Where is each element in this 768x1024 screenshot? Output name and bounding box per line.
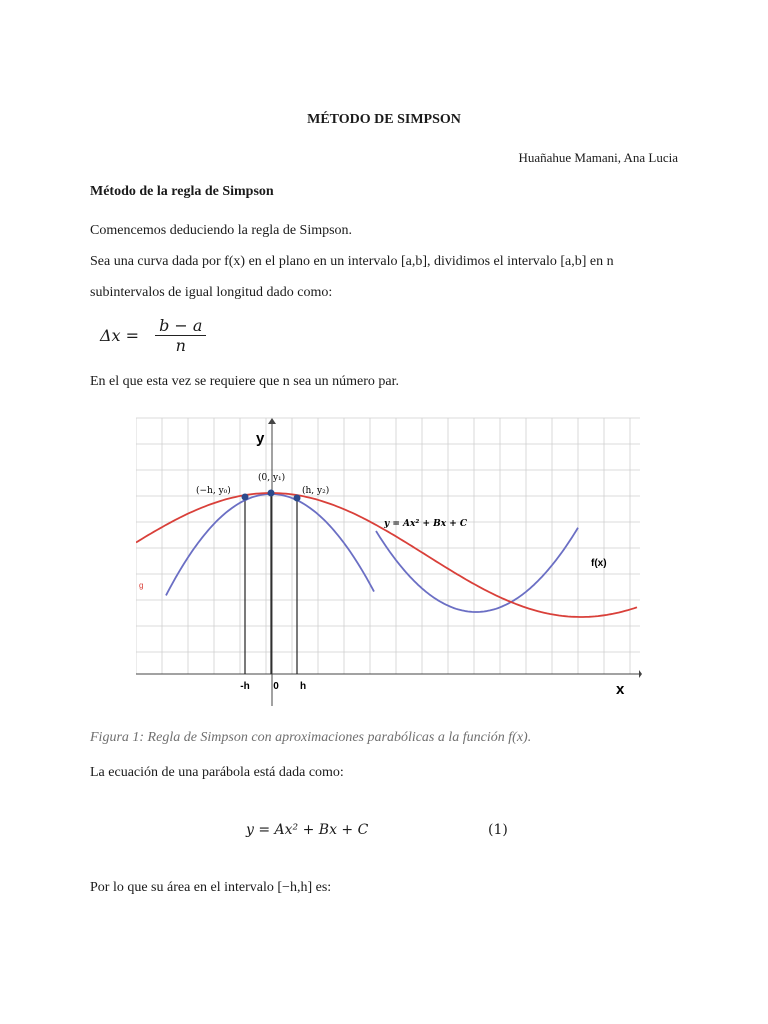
point-right-label: (h, y₂): [302, 486, 330, 496]
x-axis-arrow: [639, 670, 642, 678]
y-axis-arrow: [268, 418, 276, 424]
point-left: [242, 494, 249, 501]
paragraph-intro: Comencemos deduciendo la regla de Simpson.: [90, 223, 353, 238]
paragraph-area: Por lo que su área en el intervalo [−h,h] es:: [90, 880, 332, 895]
function-label: f(x): [591, 558, 607, 569]
x-axis-label: x: [616, 681, 625, 698]
point-mid: [268, 490, 275, 497]
section-heading: Método de la regla de Simpson: [90, 184, 274, 199]
figure-grid: [136, 418, 640, 674]
formula-lhs: Δx =: [100, 326, 140, 345]
simpson-figure: [136, 410, 642, 706]
formula-numerator: b − a: [155, 316, 206, 336]
equation-number: (1): [488, 822, 508, 838]
point-left-label: (−h, y₀): [196, 486, 231, 496]
tick-minus-h: -h: [240, 681, 250, 692]
formula-denominator: n: [175, 336, 186, 355]
paragraph-curve: Sea una curva dada por f(x) en el plano en un intervalo [a,b], dividimos el intervalo [a,b] en n: [90, 254, 614, 269]
parabola-equation-label: y = Ax² + Bx + C: [384, 519, 468, 529]
point-mid-label: (0, y₁): [258, 473, 286, 483]
function-curve: [136, 493, 637, 617]
tick-h: h: [299, 681, 307, 692]
parabola-equation: y = Ax² + Bx + C: [246, 822, 369, 838]
curve-edge-label: g: [139, 581, 144, 590]
y-axis-label: y: [256, 430, 265, 447]
tick-zero: 0: [273, 681, 279, 692]
paragraph-even-n: En el que esta vez se requiere que n sea un número par.: [90, 374, 400, 389]
parabola-2: [376, 528, 578, 612]
figure-caption: Figura 1: Regla de Simpson con aproximaciones parabólicas a la función f(x).: [90, 730, 532, 745]
formula-fraction: [155, 316, 206, 355]
document-title: MÉTODO DE SIMPSON: [307, 112, 461, 127]
paragraph-parabola: La ecuación de una parábola está dada como:: [90, 765, 344, 780]
author-name: Huañahue Mamani, Ana Lucia: [518, 150, 678, 165]
paragraph-subintervals: subintervalos de igual longitud dado como:: [90, 285, 333, 300]
delta-x-formula: [100, 316, 206, 355]
point-right: [294, 495, 301, 502]
